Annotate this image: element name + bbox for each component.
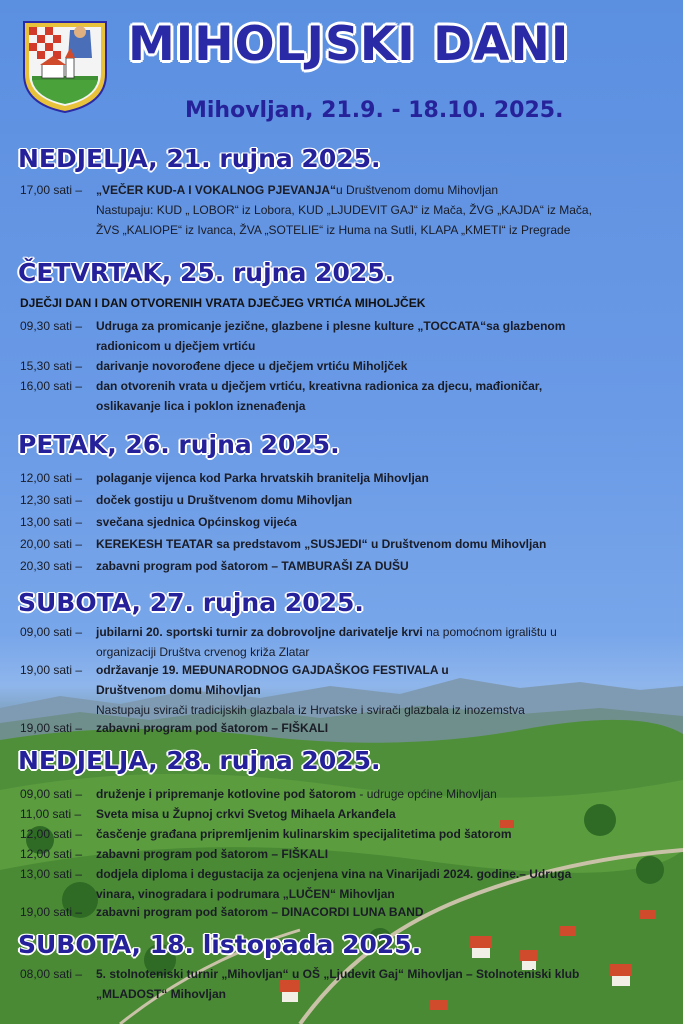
event-title: zabavni program pod šatorom – TAMBURAŠI ZA DUŠU	[96, 559, 409, 573]
event-time: 15,30 sati –	[20, 359, 83, 373]
event-item	[20, 824, 660, 844]
event-time: 09,00 sati –	[20, 625, 83, 639]
event-time: 19,00 sati –	[20, 905, 83, 919]
event-time: 12,30 sati –	[20, 493, 83, 507]
event-time: 08,00 sati –	[20, 967, 83, 981]
event-time: 19,00 sati –	[20, 721, 83, 735]
event-title: darivanje novorođene djece u dječjem vrtiću Miholjček	[96, 359, 408, 373]
event-title: KEREKESH TEATAR sa predstavom „SUSJEDI“ u Društvenom domu Mihovljan	[96, 537, 547, 551]
event-detail: organizaciji Društva crvenog križa Zlatar	[96, 645, 310, 659]
event-title: svečana sjednica Općinskog vijeća	[96, 515, 297, 529]
event-title: dan otvorenih vrata u dječjem vrtiću, kreativna radionica za djecu, mađioničar,	[96, 379, 543, 393]
event-title: Sveta misa u Župnoj crkvi Svetog Mihaela Arkanđela	[96, 807, 396, 821]
event-title: druženje i pripremanje kotlovine pod šatorom	[96, 787, 357, 801]
day-heading: NEDJELJA, 21. rujna 2025.	[18, 144, 381, 173]
event-time: 20,00 sati –	[20, 537, 83, 551]
event-item	[20, 468, 660, 488]
event-title: „VEČER KUD-A I VOKALNOG PJEVANJA“	[96, 183, 337, 197]
event-title: Udruga za promicanje jezične, glazbene i plesne kulture „TOCCATA“sa glazbenom	[96, 319, 566, 333]
event-detail: radionicom u dječjem vrtiću	[96, 339, 256, 353]
day-heading: SUBOTA, 27. rujna 2025.	[18, 588, 364, 617]
event-item	[20, 512, 660, 532]
event-item	[20, 964, 660, 1004]
event-time: 13,00 sati –	[20, 867, 83, 881]
event-item	[20, 844, 660, 864]
event-time: 13,00 sati –	[20, 515, 83, 529]
event-title: 5. stolnoteniski turnir „Mihovljan“ u OŠ „Ljudevit Gaj“ Mihovljan – Stolnoteniski klub	[96, 967, 580, 981]
event-detail: „MLADOST“ Mihovljan	[96, 987, 226, 1001]
event-title: doček gostiju u Društvenom domu Mihovljan	[96, 493, 353, 507]
event-detail: Društvenom domu Mihovljan	[96, 683, 261, 697]
day-heading: NEDJELJA, 28. rujna 2025.	[18, 746, 381, 775]
event-item	[20, 534, 660, 554]
event-item	[20, 902, 660, 922]
event-item	[20, 356, 660, 376]
event-time: 09,00 sati –	[20, 787, 83, 801]
event-time: 16,00 sati –	[20, 379, 83, 393]
event-time: 20,30 sati –	[20, 559, 83, 573]
event-item	[20, 804, 660, 824]
event-title: jubilarni 20. sportski turnir za dobrovoljne darivatelje krvi	[96, 625, 423, 639]
day-heading: PETAK, 26. rujna 2025.	[18, 430, 340, 459]
event-detail: vinara, vinogradara i podrumara „LUČEN“ Mihovljan	[96, 887, 395, 901]
event-detail: Nastupaju: KUD „ LOBOR“ iz Lobora, KUD „LJUDEVIT GAJ“ iz Mača, ŽVG „KAJDA“ iz Mača,	[96, 203, 592, 217]
event-detail: ŽVS „KALIOPE“ iz Ivanca, ŽVA „SOTELIE“ iz Huma na Sutli, KLAPA „KMETI“ iz Pregrade	[96, 223, 571, 237]
event-time: 19,00 sati –	[20, 663, 83, 677]
event-title: polaganje vijenca kod Parka hrvatskih branitelja Mihovljan	[96, 471, 429, 485]
event-item	[20, 784, 660, 804]
event-time: 09,30 sati –	[20, 319, 83, 333]
event-text: u Društvenom domu Mihovljan	[336, 183, 499, 197]
day-subheading: DJEČJI DAN I DAN OTVORENIH VRATA DJEČJEG VRTIĆA MIHOLJČEK	[20, 296, 426, 310]
event-title: zabavni program pod šatorom – DINACORDI LUNA BAND	[96, 905, 424, 919]
event-item	[20, 622, 660, 662]
event-item	[20, 180, 660, 240]
poster-subtitle: Mihovljan, 21.9. - 18.10. 2025.	[185, 98, 564, 123]
day-heading: SUBOTA, 18. listopada 2025.	[18, 930, 422, 959]
coat-of-arms-icon	[20, 18, 110, 114]
event-title: zabavni program pod šatorom – FIŠKALI	[96, 847, 329, 861]
event-item	[20, 556, 660, 576]
event-item	[20, 660, 660, 720]
event-text: na pomoćnom igralištu u	[422, 625, 557, 639]
event-title: dodjela diploma i degustacija za ocjenjena vina na Vinarijadi 2024. godine.– Udruga	[96, 867, 572, 881]
event-detail: Nastupaju svirači tradicijskih glazbala iz Hrvatske i svirači glazbala iz inozemstva	[96, 703, 525, 717]
event-item	[20, 718, 660, 738]
event-title: časčenje građana pripremljenim kulinarskim specijalitetima pod šatorom	[96, 827, 512, 841]
event-time: 12,00 sati –	[20, 827, 83, 841]
event-time: 12,00 sati –	[20, 471, 83, 485]
event-detail: oslikavanje lica i poklon iznenađenja	[96, 399, 306, 413]
event-item	[20, 376, 660, 416]
event-title: održavanje 19. MEĐUNARODNOG GAJDAŠKOG FESTIVALA u	[96, 663, 449, 677]
event-title: zabavni program pod šatorom – FIŠKALI	[96, 721, 329, 735]
event-time: 12,00 sati –	[20, 847, 83, 861]
event-time: 11,00 sati –	[20, 807, 82, 821]
event-text: - udruge općine Mihovljan	[356, 787, 497, 801]
day-heading: ČETVRTAK, 25. rujna 2025.	[18, 258, 395, 287]
event-item	[20, 864, 660, 904]
poster-title: MIHOLJSKI DANI	[128, 17, 570, 72]
event-time: 17,00 sati –	[20, 183, 83, 197]
event-item	[20, 316, 660, 356]
event-item	[20, 490, 660, 510]
